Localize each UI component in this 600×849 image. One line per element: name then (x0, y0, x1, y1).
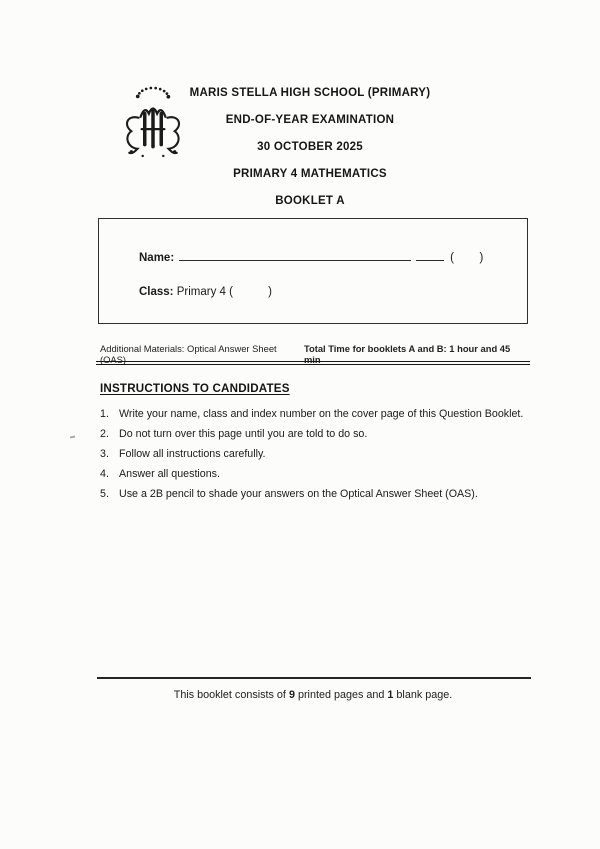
class-label: Class: (139, 286, 174, 298)
exam-subject: PRIMARY 4 MATHEMATICS (233, 168, 387, 180)
class-row (139, 286, 272, 298)
instruction-text: Use a 2B pencil to shade your answers on the Optical Answer Sheet (OAS). (119, 488, 478, 500)
instruction-item (100, 444, 529, 464)
name-blank-line-short (416, 249, 444, 261)
booklet-label: BOOKLET A (275, 195, 345, 207)
scan-artifact-mark (70, 436, 75, 439)
class-value: Primary 4 ( ) (173, 286, 272, 298)
instructions-section (100, 382, 529, 504)
footer-note (13, 689, 600, 701)
instruction-item (100, 484, 529, 504)
exam-date: 30 OCTOBER 2025 (257, 141, 363, 153)
footer-prefix: This booklet consists of (173, 689, 289, 701)
instruction-text: Answer all questions. (119, 468, 220, 480)
index-number-parens: ( ) (450, 252, 484, 264)
name-blank-line (179, 249, 411, 261)
footer-divider (97, 677, 531, 679)
instruction-item (100, 404, 529, 424)
name-row (139, 249, 483, 264)
double-rule-divider (96, 361, 530, 365)
candidate-info-box (98, 218, 528, 324)
instruction-number: 2. (100, 428, 109, 440)
instructions-title: INSTRUCTIONS TO CANDIDATES (100, 382, 290, 395)
instruction-text: Write your name, class and index number on the cover page of this Question Booklet. (119, 408, 524, 420)
exam-title: END-OF-YEAR EXAMINATION (225, 114, 395, 126)
instruction-item (100, 424, 529, 444)
printed-pages-count: 9 (288, 689, 295, 701)
school-name: MARIS STELLA HIGH SCHOOL (PRIMARY) (189, 87, 431, 99)
footer-middle: printed pages and (294, 689, 388, 701)
instructions-list (100, 404, 529, 504)
instruction-number: 3. (100, 448, 109, 460)
total-time: Total Time for booklets A and B: 1 hour and 45 min (303, 343, 511, 365)
instruction-number: 1. (100, 408, 109, 420)
instruction-text: Follow all instructions carefully. (119, 448, 266, 460)
name-label: Name: (139, 252, 175, 264)
instruction-item (100, 464, 529, 484)
instruction-text: Do not turn over this page until you are told to do so. (119, 428, 368, 440)
blank-pages-count: 1 (387, 689, 394, 701)
instruction-number: 4. (100, 468, 109, 480)
footer-suffix: blank page. (393, 689, 453, 701)
instruction-number: 5. (100, 488, 109, 500)
additional-materials: Additional Materials: Optical Answer Sheet (OAS) (100, 343, 277, 365)
